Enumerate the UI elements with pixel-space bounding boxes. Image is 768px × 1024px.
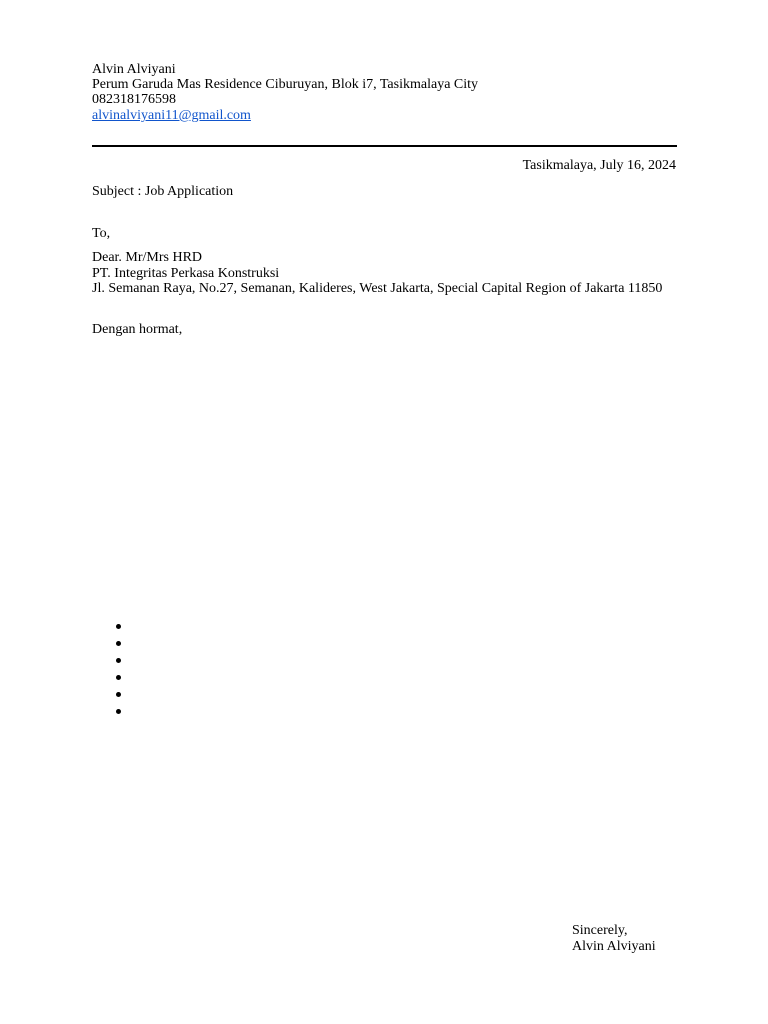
recipient-address: Jl. Semanan Raya, No.27, Semanan, Kalideres, West Jakarta, Special Capital Region of Jakarta 11850 xyxy=(92,281,663,296)
bullet-item xyxy=(116,635,126,652)
bullet-item xyxy=(116,618,126,635)
sender-email-link[interactable]: alvinalviyani11@gmail.com xyxy=(92,108,251,123)
bullet-item xyxy=(116,703,126,720)
recipient-company: PT. Integritas Perkasa Konstruksi xyxy=(92,266,280,281)
closing-valediction: Sincerely, xyxy=(572,923,628,938)
letter-greeting: Dengan hormat, xyxy=(92,322,183,337)
recipient-salutation: Dear. Mr/Mrs HRD xyxy=(92,250,203,265)
sender-phone: 082318176598 xyxy=(92,92,176,107)
letter-subject: Subject : Job Application xyxy=(92,184,234,199)
letter-date: Tasikmalaya, July 16, 2024 xyxy=(522,158,676,173)
empty-bullet-list xyxy=(116,618,126,720)
header-divider xyxy=(92,145,677,147)
to-label: To, xyxy=(92,226,111,241)
bullet-item xyxy=(116,686,126,703)
bullet-item xyxy=(116,652,126,669)
sender-address: Perum Garuda Mas Residence Ciburuyan, Blok i7, Tasikmalaya City xyxy=(92,77,479,92)
bullet-item xyxy=(116,669,126,686)
signature-name: Alvin Alviyani xyxy=(572,939,656,954)
sender-name: Alvin Alviyani xyxy=(92,62,176,77)
